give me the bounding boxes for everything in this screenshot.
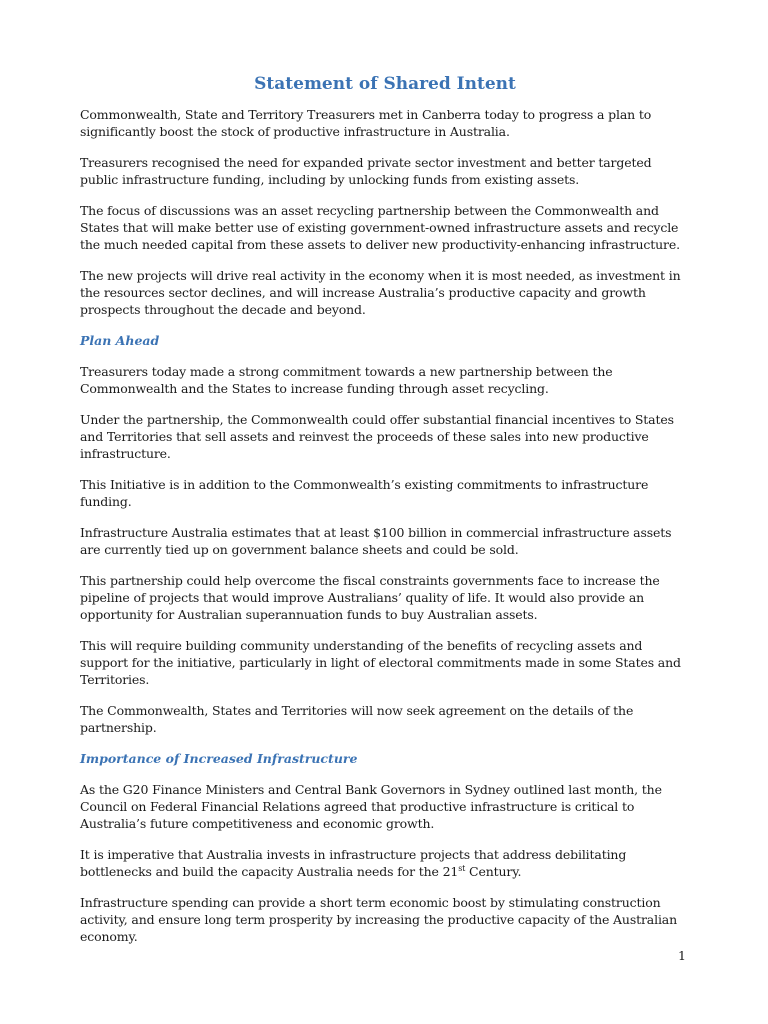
- section-heading-importance: Importance of Increased Infrastructure: [80, 751, 358, 766]
- paragraph: Treasurers today made a strong commitment towards a new partnership between the Commonwealth and the States to increase funding through asset recycling.: [80, 364, 613, 396]
- paragraph: This partnership could help overcome the fiscal constraints governments face to increase the pipeline of projects that would improve Australians’ quality of life. It would also provide an opportunity for Australian superannuation funds to buy Australian assets.: [80, 573, 660, 622]
- document-title: Statement of Shared Intent: [254, 74, 516, 94]
- paragraph: Under the partnership, the Commonwealth could offer substantial financial incentives to States and Territories that sell assets and reinvest the proceeds of these sales into new productive infrastructure.: [80, 412, 674, 461]
- paragraph: This Initiative is in addition to the Commonwealth’s existing commitments to infrastructure funding.: [80, 477, 649, 509]
- paragraph: As the G20 Finance Ministers and Central Bank Governors in Sydney outlined last month, the Council on Federal Financial Relations agreed that productive infrastructure is critical to Australia’s future competitiveness and economic growth.: [80, 782, 662, 831]
- paragraph: Infrastructure spending can provide a short term economic boost by stimulating construction activity, and ensure long term prosperity by increasing the productive capacity of the Australian economy.: [80, 895, 677, 944]
- paragraph: The Commonwealth, States and Territories will now seek agreement on the details of the partnership.: [80, 703, 634, 735]
- paragraph: Infrastructure Australia estimates that at least $100 billion in commercial infrastructure assets are currently tied up on government balance sheets and could be sold.: [80, 525, 672, 557]
- document-body: [80, 74, 690, 959]
- section-heading-plan-ahead: Plan Ahead: [80, 333, 160, 348]
- paragraph: Commonwealth, State and Territory Treasurers met in Canberra today to progress a plan to significantly boost the stock of productive infrastructure in Australia.: [80, 107, 652, 139]
- ordinal-superscript: st: [458, 863, 466, 873]
- paragraph: Treasurers recognised the need for expanded private sector investment and better targeted public infrastructure funding, including by unlocking funds from existing assets.: [80, 155, 652, 187]
- page-number: 1: [678, 948, 686, 963]
- paragraph: The focus of discussions was an asset recycling partnership between the Commonwealth and States that will make better use of existing government-owned infrastructure assets and recycle the much needed capital from these assets to deliver new productivity-enhancing infrastructure.: [80, 203, 680, 252]
- paragraph: This will require building community understanding of the benefits of recycling assets and support for the initiative, particularly in light of electoral commitments made in some States and Territories.: [80, 638, 681, 687]
- paragraph-text: It is imperative that Australia invests in infrastructure projects that address debilitating bottlenecks and build the capacity Australia needs for the 21: [80, 847, 627, 879]
- paragraph-with-superscript: [80, 846, 690, 880]
- paragraph: The new projects will drive real activity in the economy when it is most needed, as investment in the resources sector declines, and will increase Australia’s productive capacity and growth prospects throughout the decade and beyond.: [80, 268, 681, 317]
- paragraph-text-tail: Century.: [465, 864, 522, 879]
